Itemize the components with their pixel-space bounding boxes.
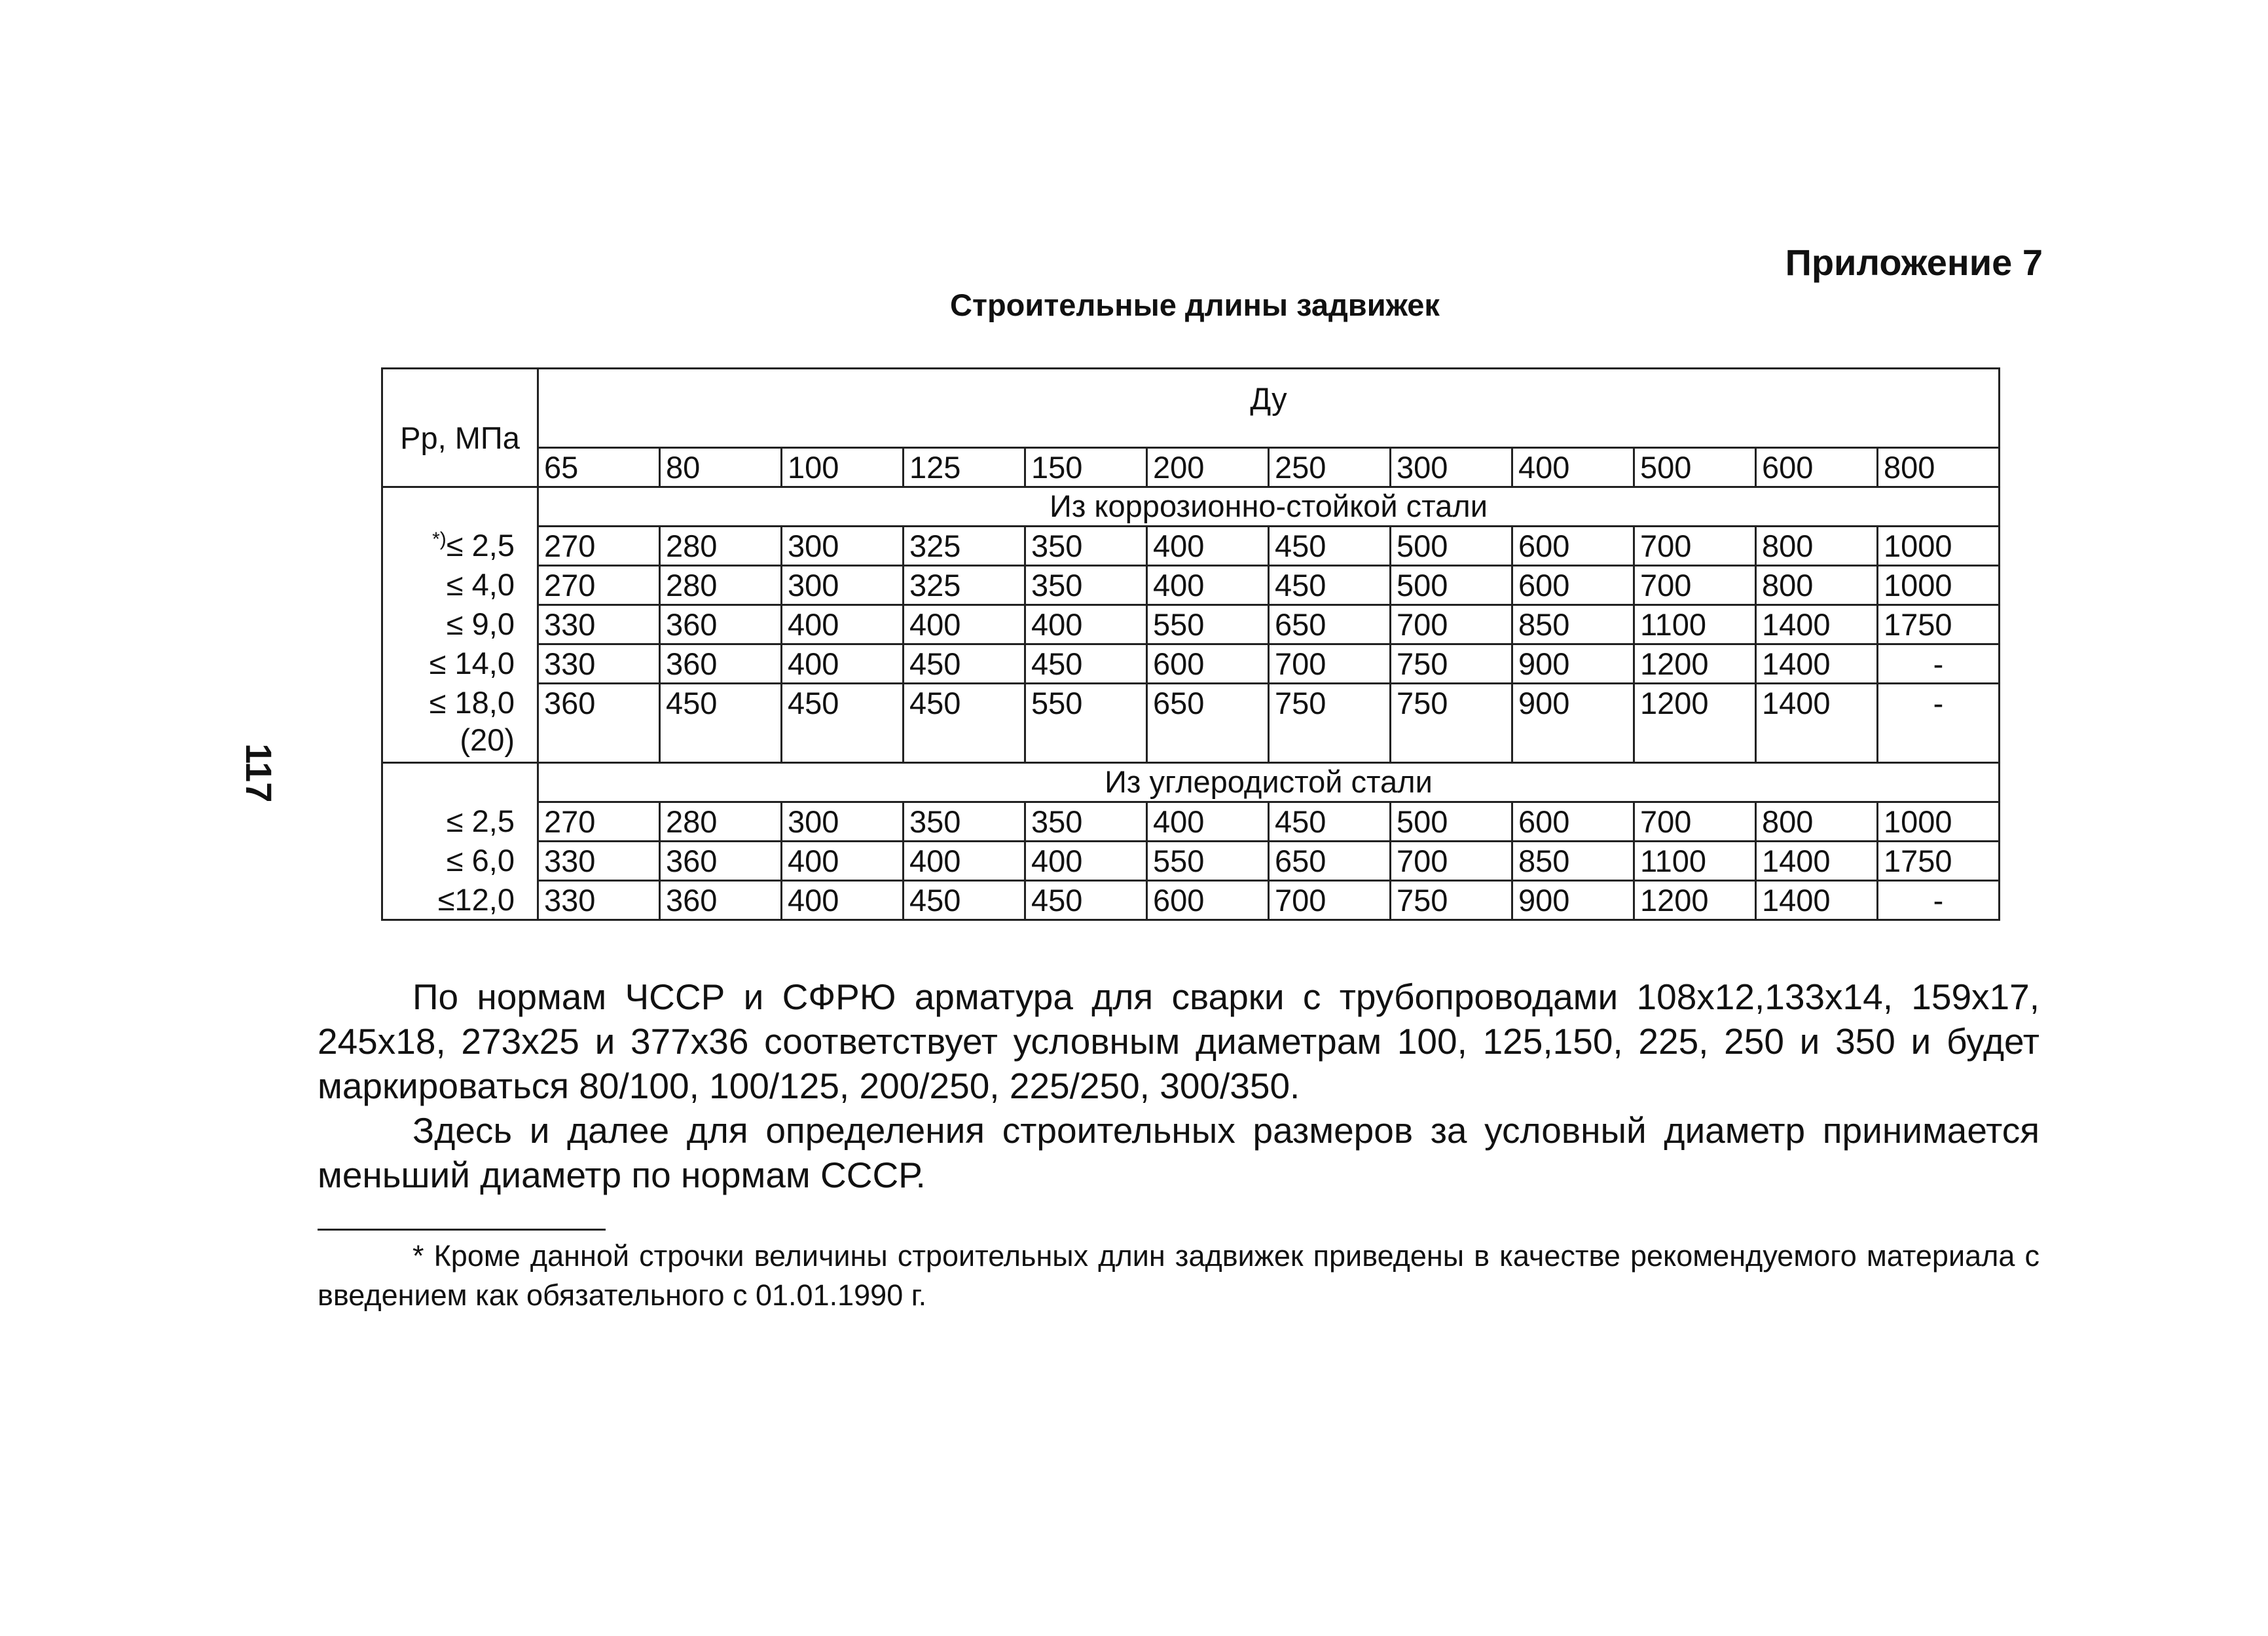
footnote-marker: *)	[432, 528, 447, 550]
length-cell: 360	[660, 881, 782, 920]
length-cell: 850	[1512, 842, 1634, 881]
table-row	[382, 605, 2000, 644]
length-cell: 1000	[1878, 566, 2000, 605]
length-cell: 450	[1269, 566, 1391, 605]
length-cell: 400	[1025, 842, 1147, 881]
length-cell: 550	[1025, 684, 1147, 763]
length-cell: 325	[904, 527, 1025, 566]
length-cell: 800	[1756, 527, 1878, 566]
header-row	[382, 369, 2000, 448]
diameter-cell: 400	[1512, 448, 1634, 487]
length-cell: 1100	[1634, 605, 1756, 644]
length-cell: 300	[782, 802, 904, 842]
pressure-cell	[382, 842, 538, 881]
diameter-row	[382, 448, 2000, 487]
footnote-text: * Кроме данной строчки величины строительных длин задвижек приведены в качестве рекомендуемого материала с введением как обязательного с 01.01.1990 г.	[318, 1239, 2039, 1312]
pressure-subvalue: (20)	[460, 722, 515, 757]
length-cell: 900	[1512, 644, 1634, 684]
table-row	[382, 842, 2000, 881]
diameter-cell: 200	[1147, 448, 1269, 487]
pressure-value: ≤ 18,0	[429, 684, 515, 720]
table-row	[382, 566, 2000, 605]
length-cell: 450	[660, 684, 782, 763]
pressure-column-spacer	[382, 763, 538, 802]
length-cell: 350	[1025, 527, 1147, 566]
pressure-cell	[382, 684, 538, 763]
footnote	[318, 1236, 2039, 1315]
diameter-cell: 100	[782, 448, 904, 487]
length-cell: 360	[660, 842, 782, 881]
length-cell: 325	[904, 566, 1025, 605]
du-header: Ду	[538, 369, 2000, 448]
length-cell: 400	[1147, 527, 1269, 566]
length-cell: 1200	[1634, 881, 1756, 920]
length-cell: 400	[782, 605, 904, 644]
table-row	[382, 527, 2000, 566]
table-row	[382, 644, 2000, 684]
length-cell: 750	[1269, 684, 1391, 763]
length-cell: 350	[904, 802, 1025, 842]
length-cell: 360	[660, 644, 782, 684]
length-cell: 600	[1147, 881, 1269, 920]
length-cell: 900	[1512, 881, 1634, 920]
length-cell: 800	[1756, 566, 1878, 605]
length-cell: 400	[1025, 605, 1147, 644]
length-cell: 360	[660, 605, 782, 644]
length-cell: 700	[1269, 881, 1391, 920]
diameter-cell: 300	[1391, 448, 1512, 487]
footnote-separator	[318, 1229, 606, 1231]
pressure-column-spacer	[382, 487, 538, 527]
length-cell: 450	[904, 881, 1025, 920]
section-title: Из углеродистой стали	[538, 763, 2000, 802]
length-cell: 450	[782, 684, 904, 763]
length-cell: 270	[538, 802, 660, 842]
length-cell: 550	[1147, 842, 1269, 881]
pressure-header: Рр, МПа	[382, 369, 538, 487]
length-cell: 700	[1634, 527, 1756, 566]
diameter-cell: 600	[1756, 448, 1878, 487]
diameter-cell: 150	[1025, 448, 1147, 487]
length-cell: 600	[1147, 644, 1269, 684]
pressure-value: ≤12,0	[437, 882, 515, 917]
table-row	[382, 881, 2000, 920]
length-cell: 350	[1025, 566, 1147, 605]
length-cell: 400	[782, 644, 904, 684]
document-title: Строительные длины задвижек	[950, 288, 1440, 322]
length-cell: -	[1878, 881, 2000, 920]
length-cell: 600	[1512, 527, 1634, 566]
length-cell: 330	[538, 644, 660, 684]
length-cell: 900	[1512, 684, 1634, 763]
paragraph-1-text: По нормам ЧССР и СФРЮ арматура для сварки с трубопроводами 108х12,133х14, 159х17, 245х18, 273х25 и 377х36 соответствует условным диаметрам 100, 125,150, 225, 250 и 350 и будет маркироваться 80/100, 100/125, 200/250, 225/250, 300/350.	[318, 976, 2039, 1106]
length-cell: 280	[660, 566, 782, 605]
pressure-cell	[382, 605, 538, 644]
length-cell: 360	[538, 684, 660, 763]
paragraph-2-text: Здесь и далее для определения строительных размеров за условный диаметр принимается меньший диаметр по нормам СССР.	[318, 1110, 2039, 1195]
length-cell: 450	[1025, 881, 1147, 920]
length-cell: 1400	[1756, 684, 1878, 763]
pressure-value: ≤ 9,0	[446, 606, 515, 641]
length-cell: 600	[1512, 802, 1634, 842]
length-cell: 400	[1147, 566, 1269, 605]
length-cell: 450	[1269, 802, 1391, 842]
paragraph-2	[318, 1108, 2039, 1197]
length-cell: 850	[1512, 605, 1634, 644]
pressure-cell	[382, 644, 538, 684]
length-cell: 400	[782, 881, 904, 920]
length-cell: 270	[538, 527, 660, 566]
pressure-cell	[382, 881, 538, 920]
length-cell: 650	[1269, 842, 1391, 881]
pressure-cell	[382, 566, 538, 605]
length-cell: 700	[1634, 802, 1756, 842]
length-cell: 1200	[1634, 644, 1756, 684]
length-cell: 1200	[1634, 684, 1756, 763]
length-cell: -	[1878, 644, 2000, 684]
length-cell: 700	[1269, 644, 1391, 684]
length-cell: 400	[904, 842, 1025, 881]
pressure-value: ≤ 6,0	[446, 842, 515, 878]
length-cell: 650	[1269, 605, 1391, 644]
table-row	[382, 802, 2000, 842]
length-cell: -	[1878, 684, 2000, 763]
length-cell: 600	[1512, 566, 1634, 605]
diameter-cell: 80	[660, 448, 782, 487]
length-cell: 270	[538, 566, 660, 605]
section-header-row	[382, 763, 2000, 802]
length-cell: 1100	[1634, 842, 1756, 881]
length-cell: 450	[1025, 644, 1147, 684]
diameter-cell: 250	[1269, 448, 1391, 487]
pressure-value: ≤ 2,5	[446, 527, 515, 563]
pressure-value: ≤ 4,0	[446, 567, 515, 602]
length-cell: 450	[904, 684, 1025, 763]
length-cell: 500	[1391, 802, 1512, 842]
diameter-cell: 65	[538, 448, 660, 487]
length-cell: 330	[538, 842, 660, 881]
section-header-row	[382, 487, 2000, 527]
length-cell: 700	[1391, 842, 1512, 881]
pressure-cell	[382, 802, 538, 842]
diameter-cell: 125	[904, 448, 1025, 487]
length-cell: 300	[782, 527, 904, 566]
length-cell: 1000	[1878, 802, 2000, 842]
length-cell: 1750	[1878, 605, 2000, 644]
length-cell: 1750	[1878, 842, 2000, 881]
length-cell: 750	[1391, 881, 1512, 920]
length-cell: 800	[1756, 802, 1878, 842]
length-cell: 450	[1269, 527, 1391, 566]
length-cell: 400	[782, 842, 904, 881]
length-cell: 700	[1391, 605, 1512, 644]
length-cell: 450	[904, 644, 1025, 684]
length-cell: 1000	[1878, 527, 2000, 566]
appendix-label: Приложение 7	[1785, 242, 2043, 283]
paragraph-1	[318, 975, 2039, 1108]
length-cell: 550	[1147, 605, 1269, 644]
length-cell: 500	[1391, 527, 1512, 566]
pressure-cell	[382, 527, 538, 566]
pressure-value: ≤ 14,0	[429, 645, 515, 680]
length-cell: 1400	[1756, 842, 1878, 881]
length-cell: 1400	[1756, 644, 1878, 684]
length-cell: 400	[1147, 802, 1269, 842]
table-row	[382, 684, 2000, 763]
pressure-value: ≤ 2,5	[446, 803, 515, 838]
diameter-cell: 800	[1878, 448, 2000, 487]
length-cell: 280	[660, 527, 782, 566]
length-cell: 700	[1634, 566, 1756, 605]
length-cell: 300	[782, 566, 904, 605]
length-cell: 650	[1147, 684, 1269, 763]
length-cell: 330	[538, 605, 660, 644]
length-cell: 500	[1391, 566, 1512, 605]
diameter-cell: 500	[1634, 448, 1756, 487]
length-cell: 750	[1391, 644, 1512, 684]
length-cell: 1400	[1756, 605, 1878, 644]
page-number: 117	[238, 743, 280, 803]
length-cell: 330	[538, 881, 660, 920]
lengths-table	[381, 367, 2000, 921]
length-cell: 1400	[1756, 881, 1878, 920]
section-title: Из коррозионно-стойкой стали	[538, 487, 2000, 527]
length-cell: 400	[904, 605, 1025, 644]
length-cell: 750	[1391, 684, 1512, 763]
length-cell: 280	[660, 802, 782, 842]
length-cell: 350	[1025, 802, 1147, 842]
